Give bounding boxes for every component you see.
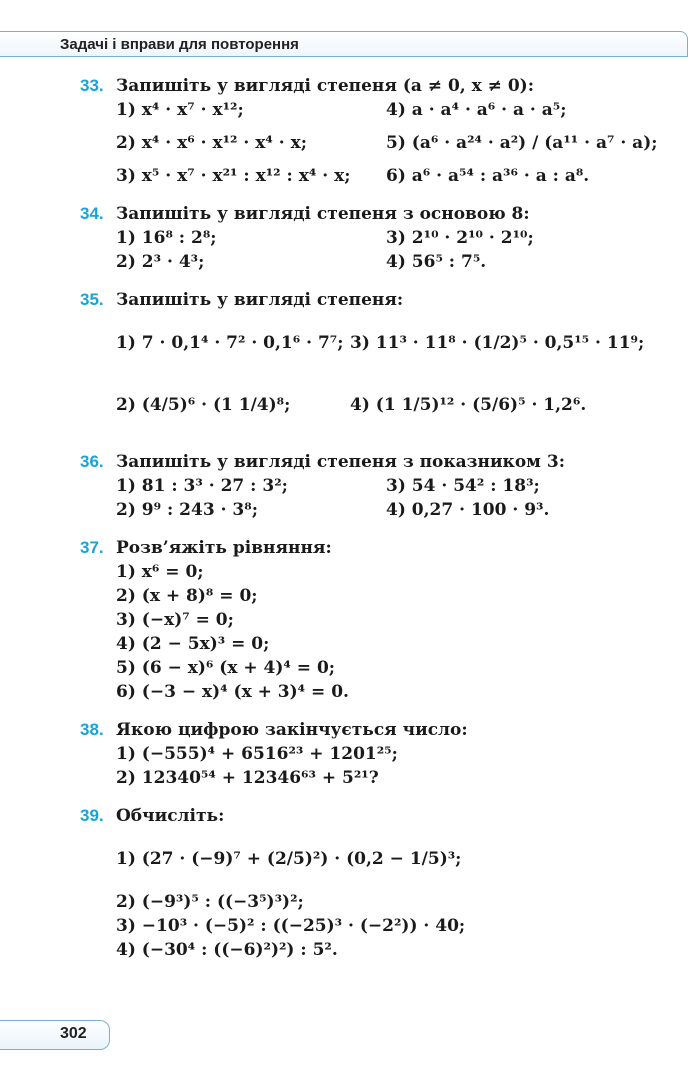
exercise-item: 1) x⁴ · x⁷ · x¹²; — [116, 100, 244, 120]
problem-33 — [0, 74, 695, 188]
exercise-item: 6) (−3 − x)⁴ (x + 3)⁴ = 0. — [116, 682, 349, 702]
exercise-item: 3) 11³ · 11⁸ · (1/2)⁵ · 0,5¹⁵ · 11⁹; — [350, 333, 645, 353]
problem-36 — [0, 450, 695, 522]
problem-title: Якою цифрою закінчується число: — [116, 720, 468, 740]
exercise-item: 4) (−30⁴ : ((−6)²)²) : 5². — [116, 940, 338, 960]
exercise-item: 2) 9⁹ : 243 · 3⁸; — [116, 500, 258, 520]
exercise-item: 3) 54 · 54² : 18³; — [386, 476, 540, 496]
exercise-item: 4) 0,27 · 100 · 9³. — [386, 500, 550, 520]
exercise-item: 2) 12340⁵⁴ + 12346⁶³ + 5²¹? — [116, 768, 379, 788]
problem-38 — [0, 718, 695, 790]
exercise-item: 6) a⁶ · a⁵⁴ : a³⁶ · a : a⁸. — [386, 166, 590, 186]
problems-list — [0, 74, 695, 976]
exercise-item: 2) (4/5)⁶ · (1 1/4)⁸; — [116, 395, 291, 415]
exercise-item: 2) (−9³)⁵ : ((−3⁵)³)²; — [116, 892, 304, 912]
exercise-item: 1) 16⁸ : 2⁸; — [116, 228, 217, 248]
problem-39 — [0, 804, 695, 962]
exercise-item: 4) a · a⁴ · a⁶ · a · a⁵; — [386, 100, 567, 120]
exercise-item: 5) (6 − x)⁶ (x + 4)⁴ = 0; — [116, 658, 336, 678]
exercise-item: 4) (1 1/5)¹² · (5/6)⁵ · 1,2⁶. — [350, 395, 587, 415]
problem-37 — [0, 536, 695, 704]
problem-title: Обчисліть: — [116, 806, 225, 826]
exercise-item: 2) x⁴ · x⁶ · x¹² · x⁴ · x; — [116, 133, 307, 153]
problem-title: Розв’яжіть рівняння: — [116, 538, 332, 558]
exercise-item: 1) (27 · (−9)⁷ + (2/5)²) · (0,2 − 1/5)³; — [116, 849, 462, 869]
problem-number: 37. — [80, 538, 104, 557]
exercise-item: 5) (a⁶ · a²⁴ · a²) / (a¹¹ · a⁷ · a); — [386, 133, 658, 153]
problem-35 — [0, 288, 695, 436]
problem-number: 38. — [80, 720, 104, 739]
problem-title: Запишіть у вигляді степеня з показником 3: — [116, 452, 565, 472]
exercise-item: 3) (−x)⁷ = 0; — [116, 610, 234, 630]
section-title: Задачі і вправи для повторення — [60, 36, 299, 53]
exercise-item: 2) (x + 8)⁸ = 0; — [116, 586, 258, 606]
problem-number: 33. — [80, 76, 104, 95]
exercise-item: 4) 56⁵ : 7⁵. — [386, 252, 487, 272]
page-number: 302 — [60, 1025, 87, 1042]
problem-34 — [0, 202, 695, 274]
exercise-item: 2) 2³ · 4³; — [116, 252, 205, 272]
exercise-item: 3) 2¹⁰ · 2¹⁰ · 2¹⁰; — [386, 228, 534, 248]
problem-number: 36. — [80, 452, 104, 471]
problem-number: 35. — [80, 290, 104, 309]
problem-number: 34. — [80, 204, 104, 223]
exercise-item: 4) (2 − 5x)³ = 0; — [116, 634, 270, 654]
exercise-item: 3) −10³ · (−5)² : ((−25)³ · (−2²)) · 40; — [116, 916, 466, 936]
problem-title: Запишіть у вигляді степеня з основою 8: — [116, 204, 530, 224]
exercise-item: 1) 7 · 0,1⁴ · 7² · 0,1⁶ · 7⁷; — [116, 333, 344, 353]
problem-title: Запишіть у вигляді степеня (a ≠ 0, x ≠ 0): — [116, 76, 534, 96]
exercise-item: 1) 81 : 3³ · 27 : 3²; — [116, 476, 288, 496]
problem-number: 39. — [80, 806, 104, 825]
exercise-item: 1) (−555)⁴ + 6516²³ + 1201²⁵; — [116, 744, 398, 764]
exercise-item: 3) x⁵ · x⁷ · x²¹ : x¹² : x⁴ · x; — [116, 166, 351, 186]
problem-title: Запишіть у вигляді степеня: — [116, 290, 404, 310]
page-number-tab — [0, 1020, 110, 1050]
exercise-item: 1) x⁶ = 0; — [116, 562, 204, 582]
